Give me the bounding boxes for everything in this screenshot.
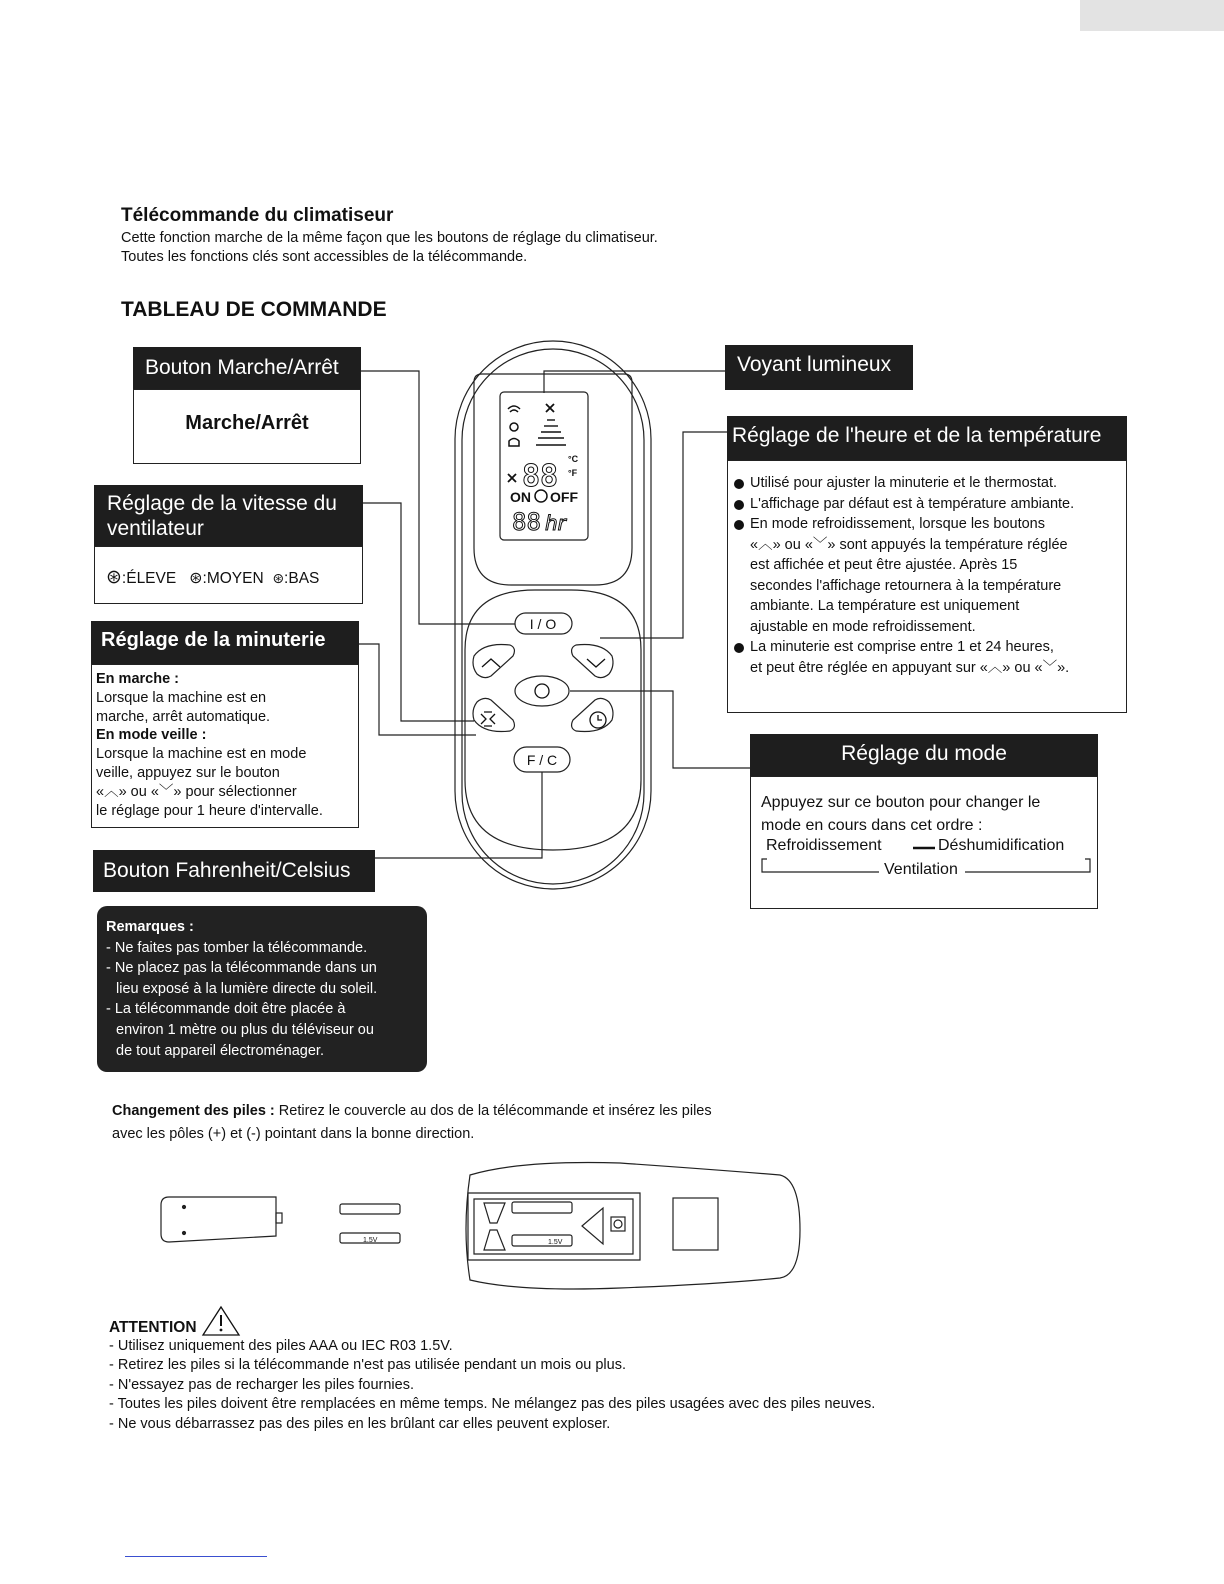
notes-line: - Ne placez pas la télécommande dans un	[106, 960, 377, 977]
attention-section	[109, 1305, 875, 1434]
temp-bullet-text: et peut être réglée en appuyant sur «︿» ou «﹀».	[750, 659, 1070, 676]
compartment-latch	[611, 1217, 625, 1231]
installed-battery-1	[512, 1202, 572, 1213]
timer-text-line: marche, arrêt automatique.	[96, 708, 271, 725]
power-callout-body: Marche/Arrêt	[185, 412, 309, 434]
mode-vent: Ventilation	[884, 861, 958, 878]
attention-line: - Retirez les piles si la télécommande n'est pas utilisée pendant un mois ou plus.	[109, 1357, 626, 1374]
temp-bullet-text: ajustable en mode refroidissement.	[750, 618, 976, 635]
fan-high-label: :ÉLEVE	[121, 570, 177, 587]
attention-line: - Toutes les piles doivent être remplacées en même temps. Ne mélangez pas des piles usagées avec des piles neuves.	[109, 1396, 876, 1413]
fan-title-line2: ventilateur	[107, 517, 204, 540]
battery-text: Retirez le couvercle au dos de la télécommande et insérez les piles	[274, 1103, 712, 1119]
remote-label-plate	[673, 1198, 718, 1250]
lcd-hr: hr	[545, 511, 566, 535]
fan-low-label: :BAS	[284, 570, 320, 587]
notes-line: - La télécommande doit être placée à	[106, 1001, 346, 1018]
spring-left-top	[484, 1203, 505, 1223]
page-title: Télécommande du climatiseur	[121, 205, 394, 226]
spring-right	[582, 1208, 603, 1244]
lcd-off: OFF	[550, 489, 578, 505]
mode-dry: Déshumidification	[938, 837, 1065, 854]
lcd-temp-digits: 88	[522, 459, 559, 494]
section-title: TABLEAU DE COMMANDE	[121, 298, 387, 321]
power-callout-title: Bouton Marche/Arrêt	[145, 356, 339, 379]
timer-standby-title: En mode veille :	[96, 727, 207, 744]
notes-line: - Ne faites pas tomber la télécommande.	[106, 939, 368, 956]
mode-cool: Refroidissement	[766, 837, 882, 854]
intro-line: Cette fonction marche de la même façon que les boutons de réglage du climatiseur.	[121, 230, 658, 246]
warning-triangle-icon	[201, 1305, 241, 1337]
mode-callout-title: Réglage du mode	[841, 742, 1007, 765]
lcd-unit-c: °C	[568, 454, 579, 464]
installed-battery-2	[512, 1235, 572, 1246]
intro-line: Toutes les fonctions clés sont accessibles de la télécommande.	[121, 249, 528, 265]
power-button-label: I / O	[529, 616, 557, 632]
temp-bullet-text: La minuterie est comprise entre 1 et 24 heures,	[750, 639, 1054, 655]
battery-voltage-label: 1.5V	[363, 1237, 378, 1244]
indicator-callout-title: Voyant lumineux	[737, 353, 892, 376]
battery-1	[340, 1204, 400, 1214]
temp-bullet-text: En mode refroidissement, lorsque les boutons	[750, 516, 1045, 532]
timer-callout-title: Réglage de la minuterie	[101, 629, 326, 651]
mode-text-line: Appuyez sur ce bouton pour changer le	[761, 794, 1041, 811]
temp-bullet-text: est affichée et peut être ajustée. Après 15	[750, 557, 1018, 573]
temp-bullet-text: «︿» ou «﹀» sont appuyés la température réglée	[750, 536, 1068, 553]
battery-cover-clip	[276, 1213, 282, 1223]
attention-line: - Utilisez uniquement des piles AAA ou IEC R03 1.5V.	[109, 1338, 453, 1354]
temp-bullet-text: secondes l'affichage retournera à la température	[750, 577, 1062, 594]
battery-voltage-label: 1.5V	[548, 1239, 563, 1246]
timer-text-line: le réglage pour 1 heure d'intervalle.	[96, 802, 323, 819]
timer-text-line: Lorsque la machine est en	[96, 689, 267, 706]
timer-text-line: «︿» ou «﹀» pour sélectionner	[96, 783, 297, 800]
timer-text-line: Lorsque la machine est en mode	[96, 746, 307, 763]
temp-bullet-text: L'affichage par défaut est à température ambiante.	[750, 495, 1075, 512]
attention-title	[109, 1305, 875, 1337]
notes-line: environ 1 mètre ou plus du téléviseur ou	[116, 1021, 374, 1038]
temp-callout-title: Réglage de l'heure et de la température	[732, 424, 1102, 447]
attention-line: - Ne vous débarrassez pas des piles en les brûlant car elles peuvent exploser.	[109, 1415, 611, 1432]
notes-title: Remarques :	[106, 919, 194, 935]
fan-high-icon: ⊛	[106, 567, 122, 588]
fan-medium-icon: ⊛	[189, 570, 203, 587]
attention-line: - N'essayez pas de recharger les piles fournies.	[109, 1376, 414, 1393]
battery-label: Changement des piles :	[112, 1103, 275, 1119]
fc-button-label: F / C	[526, 752, 558, 768]
battery-text: avec les pôles (+) et (-) pointant dans la bonne direction.	[112, 1126, 475, 1142]
lcd-on: ON	[510, 489, 531, 505]
lcd-hour-digits: 88	[512, 508, 541, 536]
lcd-unit-f: °F	[568, 468, 578, 478]
timer-on-title: En marche :	[96, 671, 179, 687]
notes-line: lieu exposé à la lumière directe du soleil.	[116, 980, 378, 997]
fan-low-icon: ⊛	[272, 570, 285, 586]
mode-text-line: mode en cours dans cet ordre :	[761, 817, 983, 834]
fan-title-line1: Réglage de la vitesse du	[107, 492, 337, 515]
fc-callout-title: Bouton Fahrenheit/Celsius	[103, 859, 351, 882]
fan-medium-label: :MOYEN	[202, 570, 264, 587]
notes-line: de tout appareil électroménager.	[116, 1042, 324, 1059]
temp-bullet-text: ambiante. La température est uniquement	[750, 598, 1020, 614]
spring-left-bottom	[484, 1230, 505, 1250]
timer-text-line: veille, appuyez sur le bouton	[96, 764, 280, 781]
footer-link-underline[interactable]	[125, 1556, 267, 1557]
attention-title-text: ATTENTION	[109, 1318, 197, 1336]
battery-cover	[161, 1197, 276, 1242]
temp-bullet-text: Utilisé pour ajuster la minuterie et le thermostat.	[750, 475, 1058, 491]
